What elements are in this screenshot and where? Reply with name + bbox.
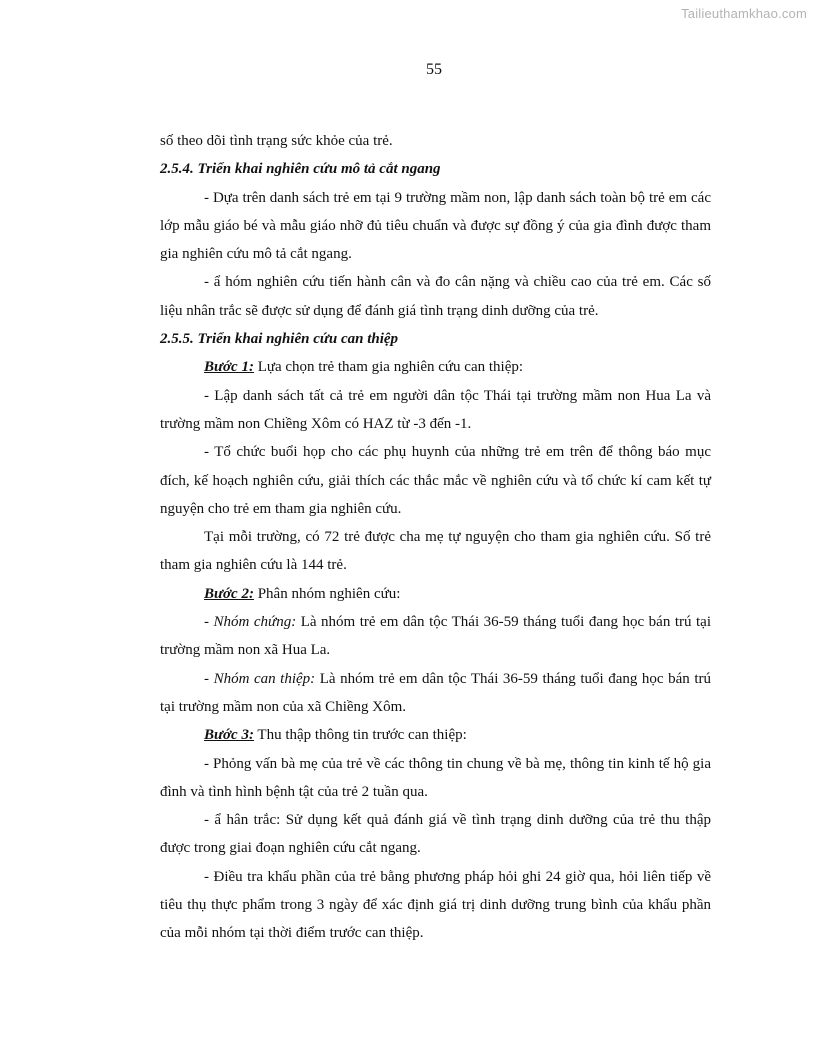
intervention-group-text: Là nhóm trẻ em dân tộc Thái 36-59 tháng tuổi đang học bán trú tại trường mầm non của xã Chiềng Xôm. bbox=[160, 670, 712, 715]
paragraph-step1-meeting: - Tổ chức buổi họp cho các phụ huynh của những trẻ em trên để thông báo mục đích, kế hoạch nghiên cứu, giải thích các thắc mắc về nghiên cứu và tổ chức kí cam kết tự nguyện cho trẻ em tham gia nghiên cứu. bbox=[160, 444, 711, 517]
paragraph-step1-count: Tại mỗi trường, có 72 trẻ được cha mẹ tự nguyện cho tham gia nghiên cứu. Số trẻ tham gia nghiên cứu là 144 trẻ. bbox=[160, 529, 711, 574]
intervention-group-prefix: - bbox=[204, 670, 214, 687]
step-3-text: Thu thập thông tin trước can thiệp: bbox=[253, 727, 467, 744]
paragraph-intervention-group bbox=[160, 665, 711, 722]
step-1-paragraph bbox=[160, 353, 711, 381]
step-2-paragraph bbox=[160, 580, 711, 608]
control-group-prefix: - bbox=[204, 614, 214, 631]
control-group-text: Là nhóm trẻ em dân tộc Thái 36-59 tháng tuổi đang học bán trú tại trường mầm non xã Hua La. bbox=[160, 614, 711, 659]
paragraph-continuation: số theo dõi tình trạng sức khỏe của trẻ. bbox=[160, 133, 393, 149]
page-number: 55 bbox=[426, 61, 442, 78]
step-1-text: Lựa chọn trẻ tham gia nghiên cứu can thiệp: bbox=[253, 359, 524, 376]
control-group-label: Nhóm chứng: bbox=[213, 614, 297, 631]
paragraph-cross-sectional-measure: - ẩ hóm nghiên cứu tiến hành cân và đo cân nặng và chiều cao của trẻ em. Các số liệu nhân trắc sẽ được sử dụng để đánh giá tình trạng dinh dưỡng của trẻ. bbox=[160, 274, 711, 319]
section-heading-2-5-5: 2.5.5. Triển khai nghiên cứu can thiệp bbox=[160, 331, 399, 348]
step-1-label: Bước 1: bbox=[204, 359, 254, 376]
step-2-text: Phân nhóm nghiên cứu: bbox=[253, 585, 401, 602]
paragraph-control-group bbox=[160, 608, 711, 665]
paragraph-step3-anthropometry: - ẩ hân trắc: Sử dụng kết quả đánh giá về tình trạng dinh dưỡng của trẻ thu thập được trong giai đoạn nghiên cứu cắt ngang. bbox=[160, 812, 711, 857]
step-3-label: Bước 3: bbox=[204, 727, 254, 744]
document-body bbox=[160, 127, 711, 948]
paragraph-step3-interview: - Phỏng vấn bà mẹ của trẻ về các thông tin chung về bà mẹ, thông tin kinh tế hộ gia đình và tình hình bệnh tật của trẻ 2 tuần qua. bbox=[160, 755, 711, 800]
intervention-group-label: Nhóm can thiệp: bbox=[213, 670, 316, 687]
section-heading-2-5-4: 2.5.4. Triển khai nghiên cứu mô tả cắt ngang bbox=[160, 161, 441, 178]
paragraph-cross-sectional-list: - Dựa trên danh sách trẻ em tại 9 trường mầm non, lập danh sách toàn bộ trẻ em các lớp mẫu giáo bé và mẫu giáo nhỡ đủ tiêu chuẩn và được sự đồng ý của gia đình được tham gia nghiên cứu mô tả cắt ngang. bbox=[160, 189, 711, 263]
watermark: Tailieuthamkhao.com bbox=[681, 6, 807, 21]
paragraph-step1-list: - Lập danh sách tất cả trẻ em người dân tộc Thái tại trường mầm non Hua La và trường mầm non Chiềng Xôm có HAZ từ -3 đến -1. bbox=[160, 387, 711, 432]
step-3-paragraph bbox=[160, 721, 711, 749]
step-2-label: Bước 2: bbox=[204, 585, 254, 602]
paragraph-step3-diet-survey: - Điều tra khẩu phần của trẻ bằng phương pháp hỏi ghi 24 giờ qua, hỏi liên tiếp về tiêu thụ thực phẩm trong 3 ngày để xác định giá trị dinh dưỡng trung bình của khẩu phần của mỗi nhóm tại thời điểm trước can thiệp. bbox=[160, 868, 711, 942]
